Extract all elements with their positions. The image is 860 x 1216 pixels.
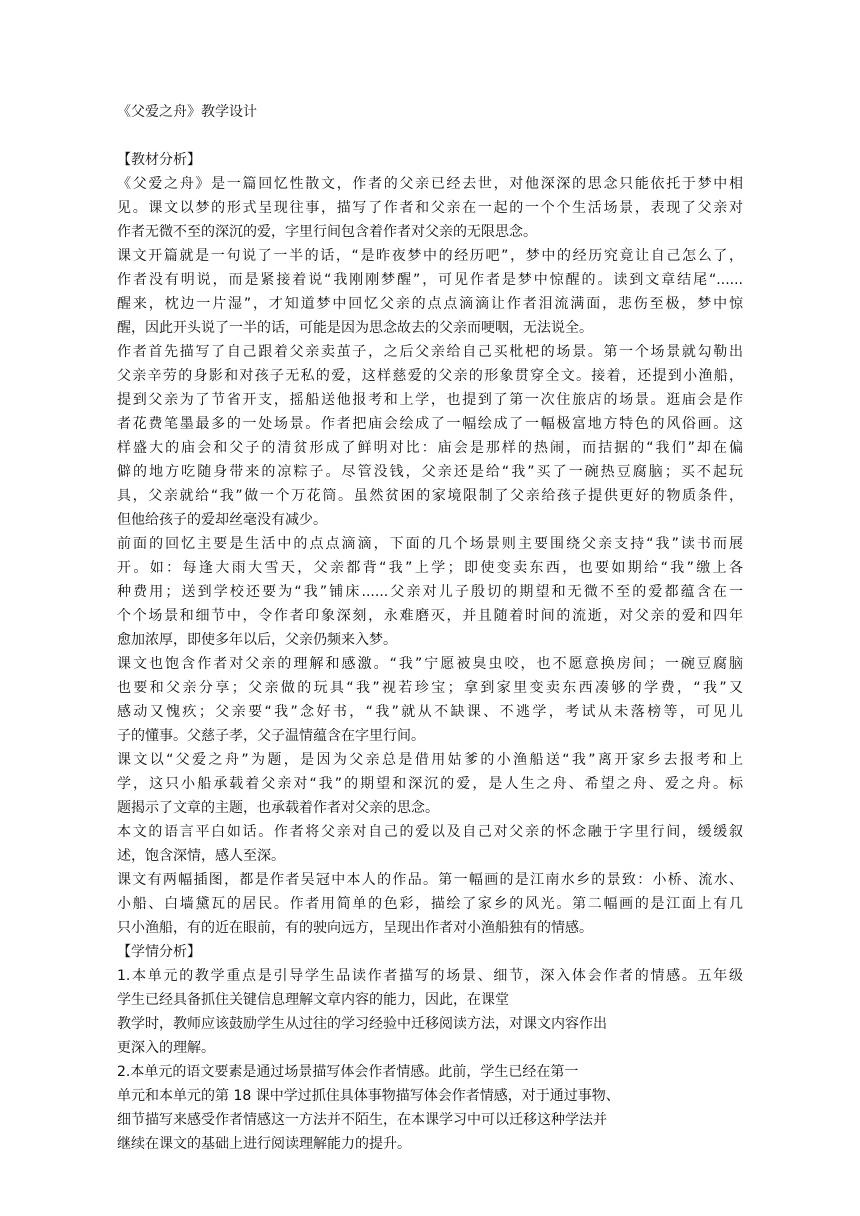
text-line: 前面的回忆主要是生活中的点点滴滴，下面的几个场景则主要围绕父亲支持“我”读书而展 xyxy=(117,536,743,552)
text-line: 具，父亲就给“我”做一个万花筒。虽然贫困的家境限制了父亲给孩子提供更好的物质条件， xyxy=(117,488,743,504)
text-line: 见。课文以梦的形式呈现往事，描写了作者和父亲在一起的一个个生活场景，表现了父亲对 xyxy=(117,200,743,216)
document-title: 《父爱之舟》教学设计 xyxy=(117,104,257,120)
text-line: 开。如：每逢大雨大雪天，父亲都背“我”上学；即使变卖东西，也要如期给“我”缴上各 xyxy=(117,560,743,576)
text-line: 细节描写来感受作者情感这一方法并不陌生，在本课学习中可以迁移这种学法并 xyxy=(117,1112,607,1128)
text-line: 个个场景和细节中，令作者印象深刻，永难磨灭，并且随着时间的流逝，对父亲的爱和四年 xyxy=(117,608,743,624)
text-line: 1.本单元的教学重点是引导学生品读作者描写的场景、细节，深入体会作者的情感。五年级 xyxy=(117,968,743,984)
text-line: 样盛大的庙会和父子的清贫形成了鲜明对比：庙会是那样的热闹，而拮据的“我们”却在偏 xyxy=(117,440,743,456)
text-line: 课文也饱含作者对父亲的理解和感激。“我”宁愿被臭虫咬，也不愿意换房间；一碗豆腐脑 xyxy=(117,656,743,672)
text-line: 题揭示了文章的主题，也承载着作者对父亲的思念。 xyxy=(117,800,439,816)
text-line: 提到父亲为了节省开支，摇船送他报考和上学，也提到了第一次住旅店的场景。逛庙会是作 xyxy=(117,392,743,408)
text-line: 醒，因此开头说了一半的话，可能是因为思念故去的父亲而哽咽，无法说全。 xyxy=(117,320,593,336)
section-body-textbook-analysis xyxy=(117,172,743,940)
text-line: 小船、白墙黛瓦的居民。作者用简单的色彩，描绘了家乡的风光。第二幅画的是江面上有几 xyxy=(117,896,743,912)
text-line: 也要和父亲分享；父亲做的玩具“我”视若珍宝；拿到家里变卖东西凑够的学费，“我”又 xyxy=(117,680,743,696)
document-page xyxy=(117,100,743,1156)
text-line: 僻的地方吃随身带来的凉粽子。尽管没钱，父亲还是给“我”买了一碗热豆腐脑；买不起玩 xyxy=(117,464,743,480)
text-line: 者花费笔墨最多的一处场景。作者把庙会绘成了一幅绘成了一幅极富地方特色的风俗画。这 xyxy=(117,416,743,432)
text-line: 作者无微不至的深沉的爱，字里行间包含着作者对父亲的无限思念。 xyxy=(117,224,537,240)
text-line: 更深入的理解。 xyxy=(117,1040,215,1056)
text-line: 本文的语言平白如话。作者将父亲对自己的爱以及自己对父亲的怀念融于字里行间，缓缓叙 xyxy=(117,824,743,840)
text-line: 单元和本单元的第 18 课中学过抓住具体事物描写体会作者情感，对于通过事物、 xyxy=(117,1088,620,1104)
section-body-student-analysis xyxy=(117,964,743,1156)
text-line: 但他给孩子的爱却丝毫没有减少。 xyxy=(117,512,327,528)
text-line: 述，饱含深情，感人至深。 xyxy=(117,848,285,864)
text-line: 种费用；送到学校还要为“我”铺床......父亲对儿子殷切的期望和无微不至的爱都蕴含在一 xyxy=(117,584,743,600)
text-line: 感动又愧疚；父亲要“我”念好书，“我”就从不缺课、不逃学，考试从未落榜等，可见儿 xyxy=(117,704,743,720)
text-line: 学生已经具备抓住关键信息理解文章内容的能力，因此，在课堂 xyxy=(117,992,509,1008)
section-heading-student-analysis: 【学情分析】 xyxy=(117,944,201,960)
text-line: 父亲辛劳的身影和对孩子无私的爱，这样慈爱的父亲的形象贯穿全文。接着，还提到小渔船， xyxy=(117,368,743,384)
text-line: 《父爱之舟》是一篇回忆性散文，作者的父亲已经去世，对他深深的思念只能依托于梦中相 xyxy=(117,176,743,192)
text-line: 课文有两幅插图，都是作者吴冠中本人的作品。第一幅画的是江南水乡的景致：小桥、流水、 xyxy=(117,872,743,888)
text-line: 子的懂事。父慈子孝，父子温情蕴含在字里行间。 xyxy=(117,728,425,744)
text-line: 课文开篇就是一句说了一半的话，“是昨夜梦中的经历吧”，梦中的经历究竟让自己怎么了， xyxy=(117,248,743,264)
text-line: 只小渔船，有的近在眼前，有的驶向远方，呈现出作者对小渔船独有的情感。 xyxy=(117,920,593,936)
text-line: 课文以“父爱之舟”为题，是因为父亲总是借用姑爹的小渔船送“我”离开家乡去报考和上 xyxy=(117,752,743,768)
text-line: 醒来，枕边一片湿”，才知道梦中回忆父亲的点点滴滴让作者泪流满面，悲伤至极，梦中惊 xyxy=(117,296,743,312)
section-heading-textbook-analysis: 【教材分析】 xyxy=(117,152,201,168)
text-line: 2.本单元的语文要素是通过场景描写体会作者情感。此前，学生已经在第一 xyxy=(117,1064,579,1080)
text-line: 学，这只小船承载着父亲对“我”的期望和深沉的爱，是人生之舟、希望之舟、爱之舟。标 xyxy=(117,776,743,792)
text-line: 教学时，教师应该鼓励学生从过往的学习经验中迁移阅读方法，对课文内容作出 xyxy=(117,1016,607,1032)
text-line: 作者首先描写了自己跟着父亲卖茧子，之后父亲给自己买枇杷的场景。第一个场景就勾勒出 xyxy=(117,344,743,360)
text-line: 继续在课文的基础上进行阅读理解能力的提升。 xyxy=(117,1136,411,1152)
text-line: 愈加浓厚，即使多年以后，父亲仍频来入梦。 xyxy=(117,632,397,648)
text-line: 作者没有明说，而是紧接着说“我刚刚梦醒”，可见作者是梦中惊醒的。读到文章结尾“...... xyxy=(117,272,743,288)
